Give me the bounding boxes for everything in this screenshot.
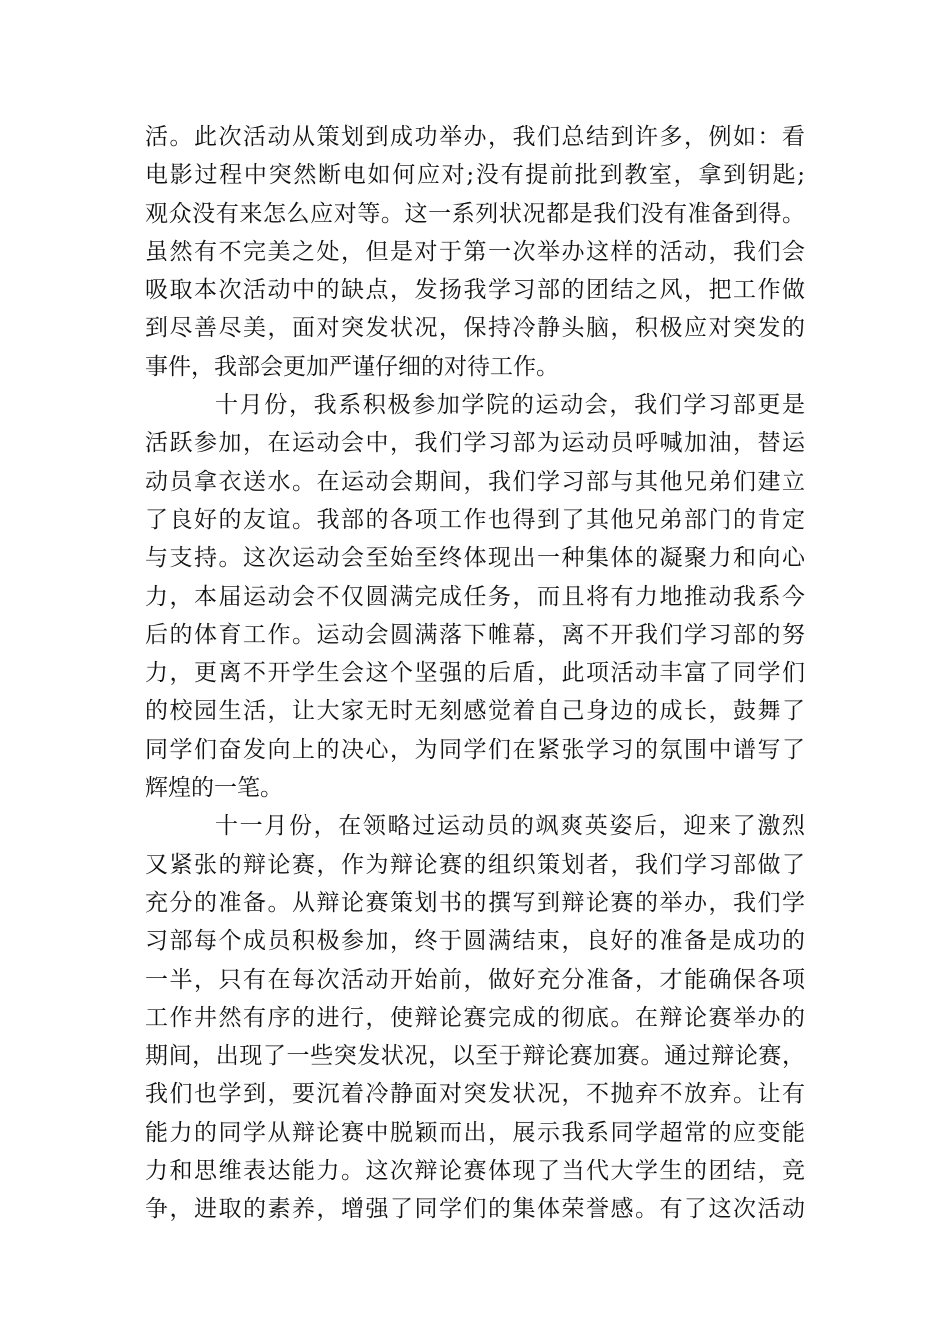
text-line: 力，本届运动会不仅圆满完成任务，而且将有力地推动我系今 (145, 583, 805, 610)
text-line: 电影过程中突然断电如何应对;没有提前批到教室，拿到钥匙; (145, 162, 805, 189)
text-line: 活。此次活动从策划到成功举办，我们总结到许多，例如：看 (145, 124, 805, 150)
text-line: 辉煌的一笔。 (145, 775, 283, 802)
text-line: 又紧张的辩论赛，作为辩论赛的组织策划者，我们学习部做了 (145, 851, 805, 878)
text-line: 与支持。这次运动会至始至终体现出一种集体的凝聚力和向心 (145, 545, 805, 572)
text-line: 习部每个成员积极参加，终于圆满结束，良好的准备是成功的 (145, 928, 805, 955)
text-line: 力和思维表达能力。这次辩论赛体现了当代大学生的团结，竞 (145, 1158, 805, 1185)
text-line: 能力的同学从辩论赛中脱颖而出，展示我系同学超常的应变能 (145, 1119, 805, 1146)
text-line: 争，进取的素养，增强了同学们的集体荣誉感。有了这次活动 (145, 1196, 805, 1223)
text-line: 一半，只有在每次活动开始前，做好充分准备，才能确保各项 (145, 966, 805, 993)
text-line: 的校园生活，让大家无时无刻感觉着自己身边的成长，鼓舞了 (145, 698, 805, 725)
text-line: 力，更离不开学生会这个坚强的后盾，此项活动丰富了同学们 (145, 660, 805, 687)
text-line: 活跃参加，在运动会中，我们学习部为运动员呼喊加油，替运 (145, 430, 805, 457)
text-line: 事件，我部会更加严谨仔细的对待工作。 (145, 353, 559, 380)
text-line: 期间，出现了一些突发状况，以至于辩论赛加赛。通过辩论赛， (145, 1043, 805, 1070)
text-line: 我们也学到，要沉着冷静面对突发状况，不抛弃不放弃。让有 (145, 1081, 805, 1108)
text-line: 了良好的友谊。我部的各项工作也得到了其他兄弟部门的肯定 (145, 506, 805, 533)
paragraph-first-line: 十月份，我系积极参加学院的运动会，我们学习部更是 (215, 392, 805, 419)
text-line: 观众没有来怎么应对等。这一系列状况都是我们没有准备到得。 (145, 200, 805, 227)
text-line: 充分的准备。从辩论赛策划书的撰写到辩论赛的举办，我们学 (145, 889, 805, 916)
text-line: 虽然有不完美之处，但是对于第一次举办这样的活动，我们会 (145, 238, 805, 265)
text-line: 到尽善尽美，面对突发状况，保持冷静头脑，积极应对突发的 (145, 315, 805, 342)
text-line: 工作井然有序的进行，使辩论赛完成的彻底。在辩论赛举办的 (145, 1004, 805, 1031)
text-line: 动员拿衣送水。在运动会期间，我们学习部与其他兄弟们建立 (145, 468, 805, 495)
paragraph-first-line: 十一月份，在领略过运动员的飒爽英姿后，迎来了激烈 (215, 813, 805, 840)
text-line: 同学们奋发向上的决心，为同学们在紧张学习的氛围中谱写了 (145, 736, 805, 763)
text-line: 后的体育工作。运动会圆满落下帷幕，离不开我们学习部的努 (145, 621, 805, 648)
text-line: 吸取本次活动中的缺点，发扬我学习部的团结之风，把工作做 (145, 277, 805, 304)
document-body (145, 118, 805, 1229)
